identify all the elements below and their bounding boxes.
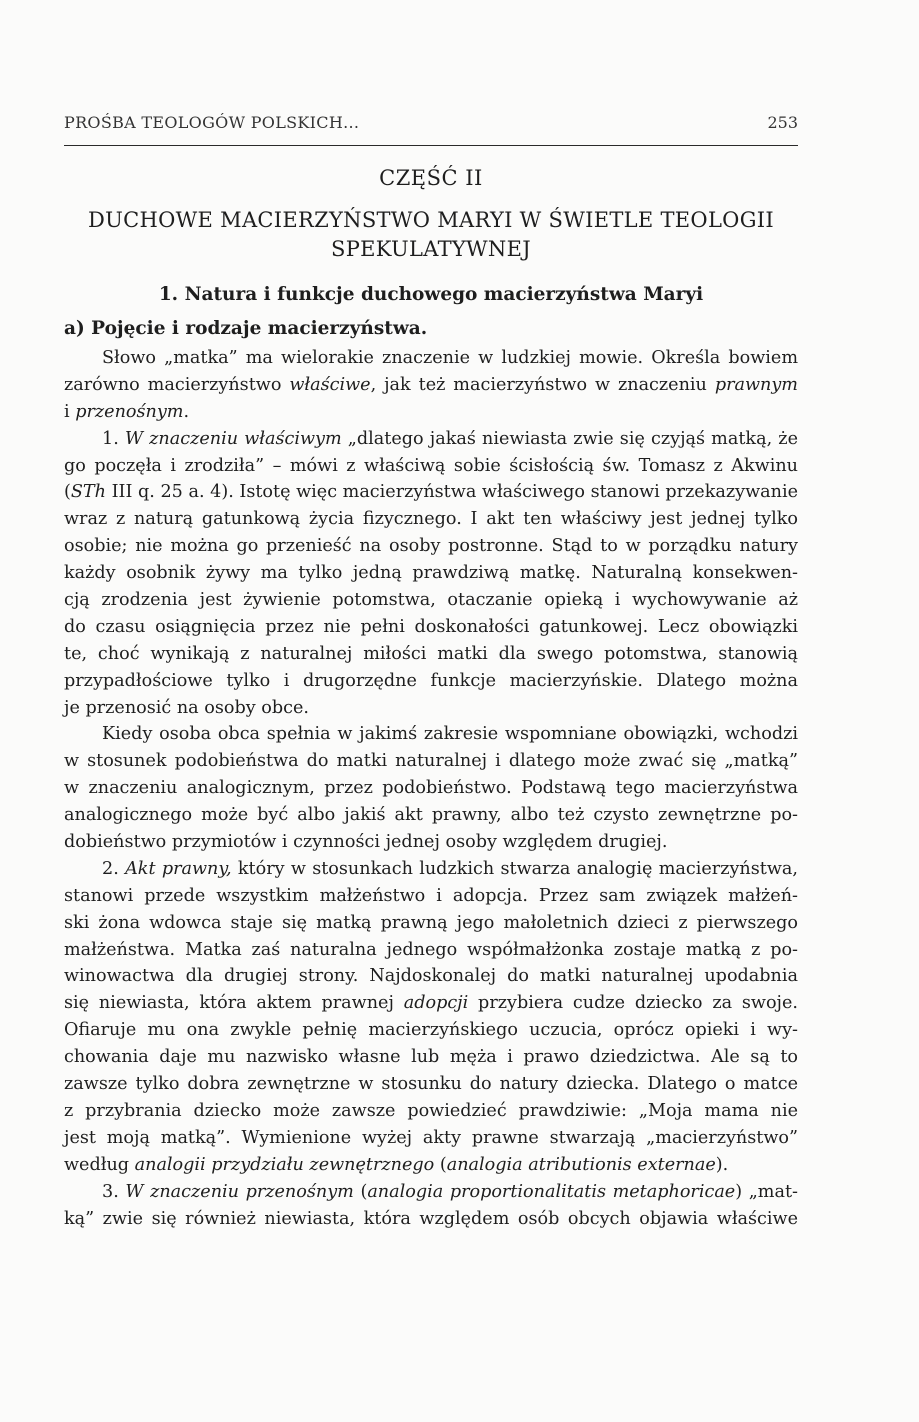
section-heading: 1. Natura i funkcje duchowego macierzyństwa Maryi: [158, 284, 704, 305]
text-segment: przybiera cudze dziecko za swoje.: [468, 993, 799, 1014]
text-line: [64, 829, 798, 856]
text-segment: stanowi przede wszystkim małżeństwo i adopcja. Przez sam związek małżeń-: [64, 885, 798, 906]
text-segment: Ofiaruje mu ona zwykle pełnię macierzyńskiego uczucia, oprócz opieki i wy-: [64, 1020, 798, 1041]
text-line: [64, 453, 798, 480]
text-segment: III q. 25 a. 4). Istotę więc macierzyństwa właściwego stanowi przekazywanie: [106, 482, 798, 503]
text-line: [64, 641, 798, 668]
text-line: [64, 1071, 798, 1098]
italic-text: STh: [70, 482, 106, 503]
text-segment: w stosunek podobieństwa do matki naturalnej i dlatego może zwać się „matką”: [64, 751, 798, 772]
text-segment: go poczęła i zrodziła” – mówi z właściwą sobie ścisłością św. Tomasz z Akwinu: [64, 455, 798, 476]
text-segment: według: [64, 1154, 135, 1175]
text-line: [64, 775, 798, 802]
text-segment: w znaczeniu analogicznym, przez podobieństwo. Podstawą tego macierzyństwa: [64, 778, 798, 799]
text-segment: analogicznego może być albo jakiś akt prawny, albo też czysto zewnętrzne po-: [64, 805, 798, 826]
text-segment: jest moją matką”. Wymienione wyżej akty prawne stwarzają „macierzyństwo”: [64, 1127, 798, 1148]
text-segment: zawsze tylko dobra zewnętrzne w stosunku do natury dziecka. Dlatego o matce: [64, 1074, 798, 1095]
chapter-title-line: DUCHOWE MACIERZYŃSTWO MARYI W ŚWIETLE TEOLOGII: [88, 208, 774, 232]
text-segment: się niewiasta, która aktem prawnej: [64, 993, 404, 1014]
italic-text: analogia atributionis externae: [446, 1154, 716, 1175]
text-segment: winowactwa dla drugiej strony. Najdoskonalej do matki naturalnej upodabnia: [64, 966, 798, 987]
header-rule: [64, 145, 798, 146]
text-line: [64, 856, 798, 883]
text-segment: chowania daje mu nazwisko własne lub męża i prawo dziedzictwa. Ale są to: [64, 1047, 798, 1068]
text-line: [64, 721, 798, 748]
text-segment: ką” zwie się również niewiasta, która względem osób obcych objawia właściwe: [64, 1208, 798, 1229]
italic-text: właściwe: [289, 374, 371, 395]
text-segment: 3.: [102, 1181, 126, 1202]
text-segment: (: [434, 1154, 447, 1175]
text-line: [64, 533, 798, 560]
text-segment: zarówno macierzyństwo: [64, 374, 290, 395]
text-segment: wraz z naturą gatunkową życia fizycznego. I akt ten właściwy jest jednej tylko: [64, 509, 798, 530]
text-line: [64, 1179, 798, 1206]
text-segment: przypadłościowe tylko i drugorzędne funkcje macierzyńskie. Dlatego można: [64, 670, 798, 691]
italic-text: przenośnym: [75, 401, 184, 422]
text-line: [64, 614, 798, 641]
text-segment: „dlatego jakaś niewiasta zwie się czyjąś matką, że: [341, 428, 798, 449]
text-segment: ) „mat-: [735, 1181, 798, 1202]
text-line: [64, 1017, 798, 1044]
text-line: [64, 748, 798, 775]
text-segment: Słowo „matka” ma wielorakie znaczenie w ludzkiej mowie. Określa bowiem: [102, 348, 798, 368]
text-line: [64, 695, 798, 722]
text-line: [64, 937, 798, 964]
text-segment: z przybrania dziecko może zawsze powiedzieć prawdziwie: „Moja mama nie: [64, 1100, 798, 1121]
text-segment: (: [353, 1181, 368, 1202]
text-line: [64, 1206, 798, 1233]
italic-text: prawnym: [714, 374, 798, 395]
italic-text: W znaczeniu właściwym: [124, 428, 342, 449]
text-segment: Kiedy osoba obca spełnia w jakimś zakresie wspomniane obowiązki, wchodzi: [102, 724, 798, 745]
text-segment: do czasu osiągnięcia przez nie pełni doskonałości gatunkowej. Lecz obowiązki: [64, 616, 798, 637]
text-line: [64, 802, 798, 829]
text-line: [64, 883, 798, 910]
text-line: [64, 560, 798, 587]
text-line: [64, 479, 798, 506]
body-text: [64, 345, 798, 1232]
text-line: [64, 1125, 798, 1152]
chapter-title: [64, 206, 798, 264]
text-segment: ).: [715, 1154, 729, 1175]
text-segment: osobie; nie można go przenieść na osoby postronne. Stąd to w porządku natury: [64, 536, 798, 557]
text-segment: te, choć wynikają z naturalnej miłości matki dla swego potomstwa, stanowią: [64, 643, 798, 664]
running-header: [64, 113, 798, 132]
text-segment: dobieństwo przymiotów i czynności jednej osoby względem drugiej.: [64, 832, 668, 853]
text-segment: je przenosić na osoby obce.: [64, 697, 309, 718]
text-line: [64, 1098, 798, 1125]
italic-text: analogia proportionalitatis metaphoricae: [367, 1181, 736, 1202]
text-line: [64, 1152, 798, 1179]
text-segment: , jak też macierzyństwo w znaczeniu: [370, 374, 715, 395]
chapter-title-line: SPEKULATYWNEJ: [331, 237, 531, 261]
text-segment: cją zrodzenia jest żywienie potomstwa, otaczanie opieką i wychowywanie aż: [64, 590, 798, 611]
text-line: [64, 506, 798, 533]
text-line: [64, 372, 798, 399]
text-line: [64, 990, 798, 1017]
part-heading: CZĘŚĆ II: [379, 166, 483, 190]
text-segment: małżeństwa. Matka zaś naturalna jednego współmałżonka zostaje matką z po-: [64, 939, 798, 960]
italic-text: adopcji: [403, 993, 469, 1014]
text-line: [64, 345, 798, 372]
text-line: [64, 910, 798, 937]
text-line: [64, 426, 798, 453]
text-line: [64, 587, 798, 614]
page-number: 253: [767, 113, 798, 132]
text-segment: 2.: [102, 858, 126, 879]
text-segment: .: [183, 401, 190, 422]
text-line: [64, 963, 798, 990]
text-segment: ski żona wdowca staje się matką prawną jego małoletnich dzieci z pierwszego: [64, 912, 798, 933]
text-line: [64, 399, 798, 426]
italic-text: analogii przydziału zewnętrznego: [134, 1154, 435, 1175]
subsection-heading: a) Pojęcie i rodzaje macierzyństwa.: [64, 318, 428, 339]
text-line: [64, 1044, 798, 1071]
text-segment: który w stosunkach ludzkich stwarza analogię macierzyństwa,: [231, 858, 798, 879]
text-line: [64, 668, 798, 695]
running-title: PROŚBA TEOLOGÓW POLSKICH...: [64, 113, 360, 132]
text-segment: (: [64, 482, 71, 503]
italic-text: W znaczeniu przenośnym: [125, 1181, 354, 1202]
text-segment: każdy osobnik żywy ma tylko jedną prawdziwą matkę. Naturalną konsekwen-: [64, 563, 798, 584]
text-segment: i: [64, 401, 76, 422]
text-segment: 1.: [102, 428, 125, 449]
italic-text: Akt prawny,: [125, 858, 232, 879]
